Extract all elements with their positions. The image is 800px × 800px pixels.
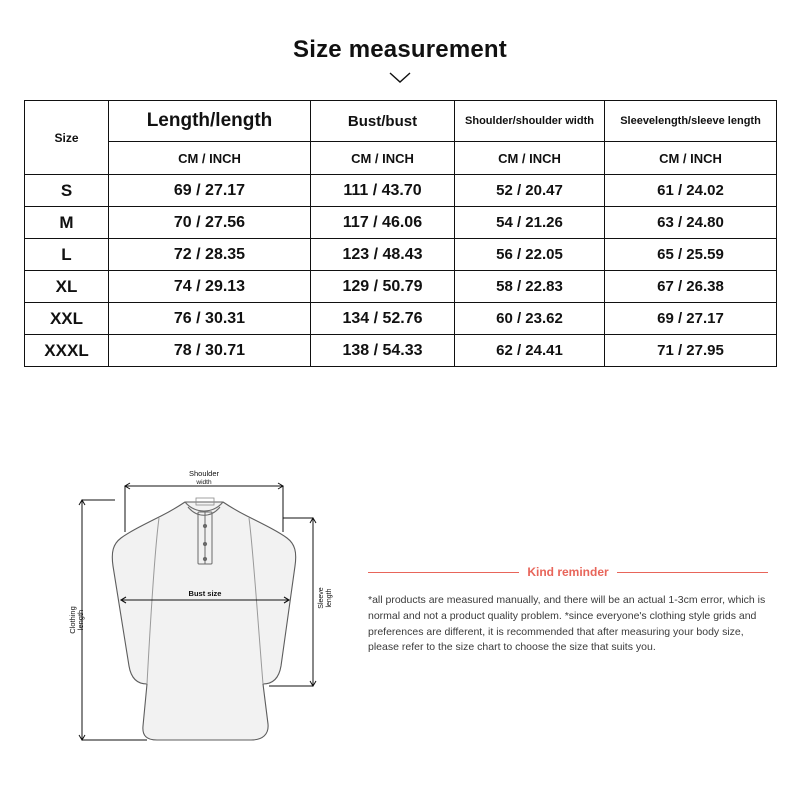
cell-size: L <box>25 239 109 271</box>
cell-bust: 123 / 48.43 <box>311 239 455 271</box>
cell-size: XXXL <box>25 335 109 367</box>
table-row <box>25 271 777 303</box>
table-row <box>25 239 777 271</box>
cell-length: 74 / 29.13 <box>109 271 311 303</box>
cell-sleeve: 71 / 27.95 <box>605 335 777 367</box>
kind-reminder-block <box>368 565 768 656</box>
cell-bust: 111 / 43.70 <box>311 175 455 207</box>
cell-length: 70 / 27.56 <box>109 207 311 239</box>
reminder-header <box>368 565 768 579</box>
cell-shoulder: 52 / 20.47 <box>455 175 605 207</box>
reminder-title: Kind reminder <box>527 565 609 579</box>
size-chart <box>24 100 776 367</box>
cell-length: 78 / 30.71 <box>109 335 311 367</box>
cell-bust: 138 / 54.33 <box>311 335 455 367</box>
label-sleeve-length-sub: length <box>326 588 333 608</box>
cell-sleeve: 67 / 26.38 <box>605 271 777 303</box>
size-table <box>24 100 777 367</box>
label-bust: Bust size <box>188 589 222 598</box>
page-title: Size measurement <box>293 36 507 63</box>
label-sleeve-length: Sleeve <box>318 587 325 609</box>
long-sleeve-shirt-diagram <box>55 440 385 770</box>
table-row <box>25 207 777 239</box>
divider-left <box>368 572 519 573</box>
cell-length: 76 / 30.31 <box>109 303 311 335</box>
unit-bust: CM / INCH <box>311 142 455 175</box>
cell-shoulder: 56 / 22.05 <box>455 239 605 271</box>
cell-shoulder: 60 / 23.62 <box>455 303 605 335</box>
header-bust: Bust/bust <box>311 101 455 142</box>
divider-right <box>617 572 768 573</box>
cell-size: S <box>25 175 109 207</box>
table-row <box>25 175 777 207</box>
cell-bust: 117 / 46.06 <box>311 207 455 239</box>
cell-sleeve: 65 / 25.59 <box>605 239 777 271</box>
table-unit-row <box>25 142 777 175</box>
header-shoulder: Shoulder/shoulder width <box>455 101 605 142</box>
table-row <box>25 303 777 335</box>
header-sleeve: Sleevelength/sleeve length <box>605 101 777 142</box>
cell-shoulder: 62 / 24.41 <box>455 335 605 367</box>
cell-size: M <box>25 207 109 239</box>
cell-sleeve: 63 / 24.80 <box>605 207 777 239</box>
table-row <box>25 335 777 367</box>
header-length: Length/length <box>109 101 311 142</box>
cell-size: XL <box>25 271 109 303</box>
header-size: Size <box>25 101 109 175</box>
table-header-row <box>25 101 777 142</box>
label-shoulder-sub: width <box>196 479 212 486</box>
unit-sleeve: CM / INCH <box>605 142 777 175</box>
cell-sleeve: 61 / 24.02 <box>605 175 777 207</box>
label-shoulder: Shoulder <box>188 469 220 478</box>
cell-sleeve: 69 / 27.17 <box>605 303 777 335</box>
reminder-text: *all products are measured manually, and there will be an actual 1-3cm error, which is normal and not a product quality problem. *since everyone's clothing style grids and preferences are different, it is recommended that after measuring your body size, please refer to the size chart to choose the size that suits you. <box>368 594 766 654</box>
chevron-down-icon <box>0 72 800 84</box>
cell-shoulder: 58 / 22.83 <box>455 271 605 303</box>
label-clothing-length: Clothing <box>68 606 77 634</box>
cell-bust: 129 / 50.79 <box>311 271 455 303</box>
cell-length: 69 / 27.17 <box>109 175 311 207</box>
unit-length: CM / INCH <box>109 142 311 175</box>
cell-length: 72 / 28.35 <box>109 239 311 271</box>
cell-shoulder: 54 / 21.26 <box>455 207 605 239</box>
page-header <box>0 0 800 84</box>
unit-shoulder: CM / INCH <box>455 142 605 175</box>
cell-bust: 134 / 52.76 <box>311 303 455 335</box>
cell-size: XXL <box>25 303 109 335</box>
label-clothing-length-sub: length <box>76 609 85 631</box>
